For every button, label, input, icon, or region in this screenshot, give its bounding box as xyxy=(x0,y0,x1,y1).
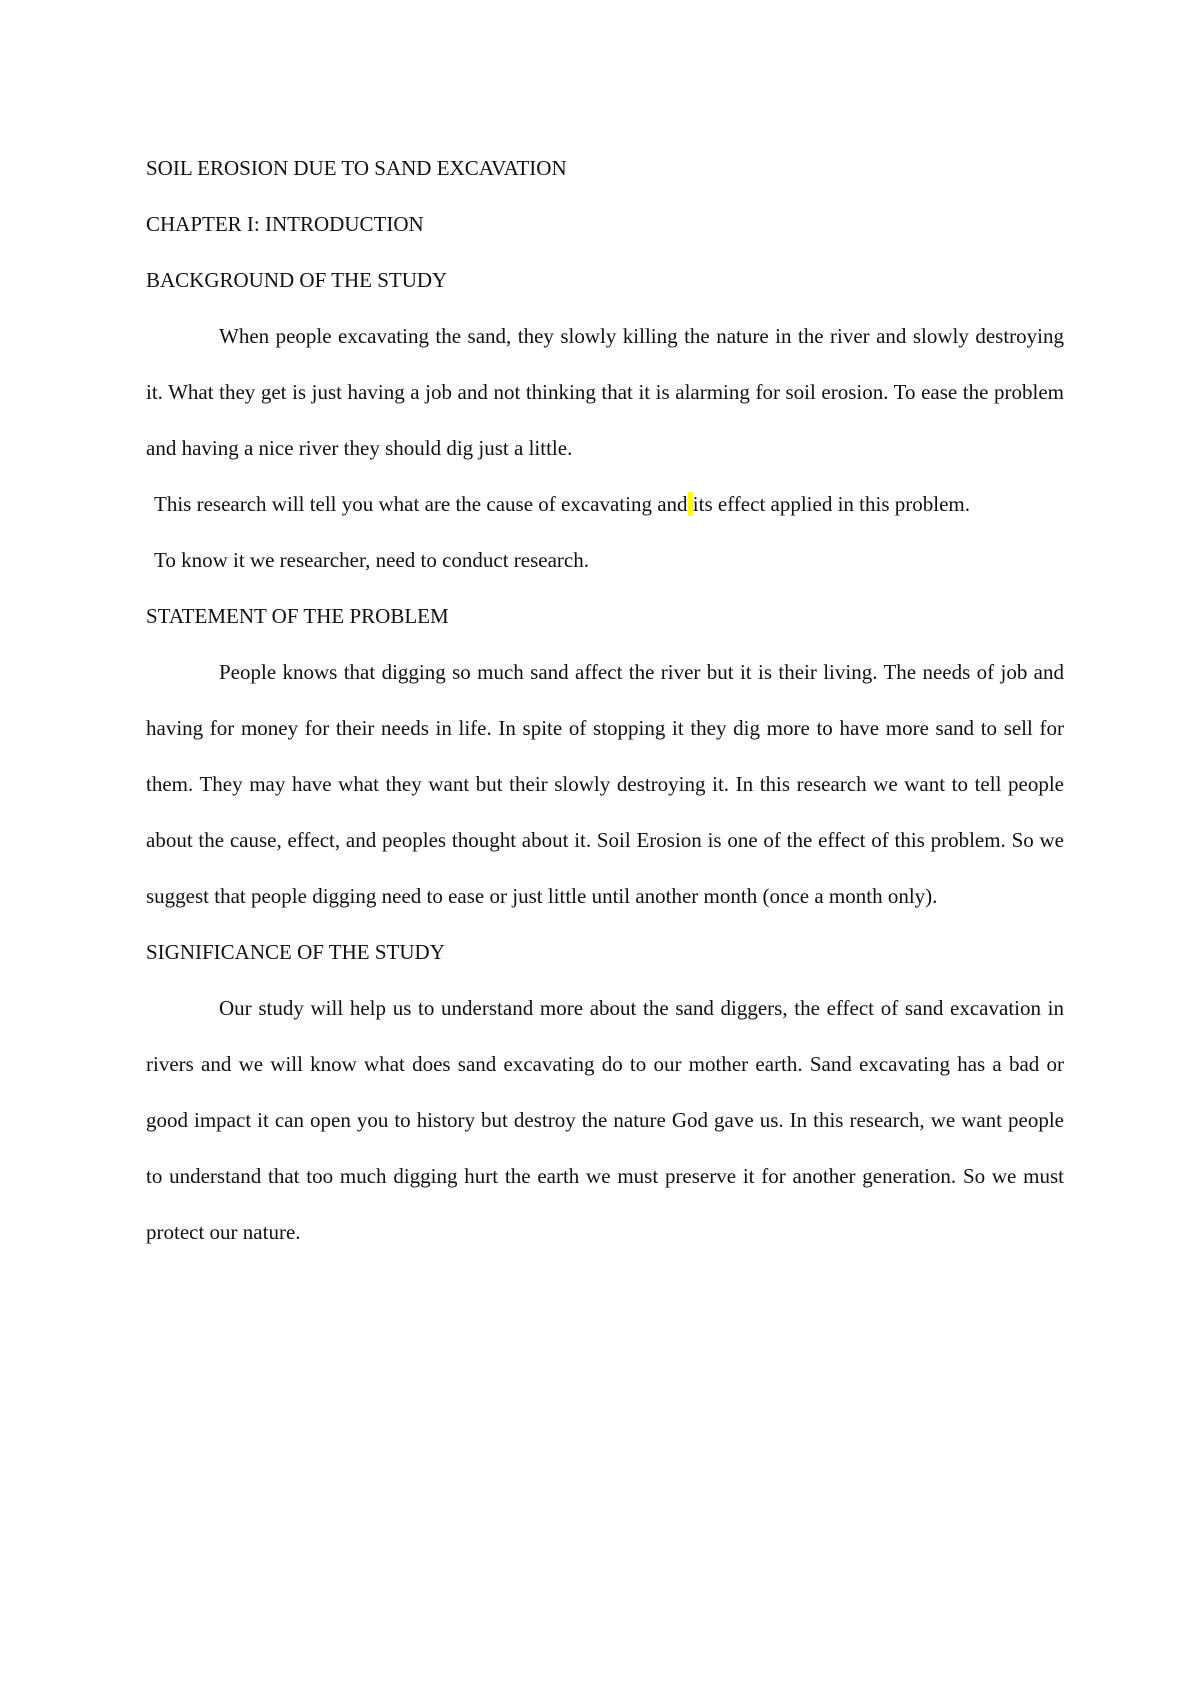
background-paragraph-2-part-1: This research will tell you what are the cause of excavating and xyxy=(154,492,688,516)
background-paragraph-1: When people excavating the sand, they slowly killing the nature in the river and slowly destroying it. What they get is just having a job and not thinking that it is alarming for soil erosion. To ease the problem and having a nice river they should dig just a little. xyxy=(146,324,1064,460)
background-paragraph-2 xyxy=(146,476,1064,532)
background-paragraph-3: To know it we researcher, need to conduct research. xyxy=(154,548,589,572)
statement-paragraph-1: People knows that digging so much sand affect the river but it is their living. The needs of job and having for money for their needs in life. In spite of stopping it they dig more to have more sand to sell for them. They may have what they want but their slowly destroying it. In this research we want to tell people about the cause, effect, and peoples thought about it. Soil Erosion is one of the effect of this problem. So we suggest that people digging need to ease or just little until another month (once a month only). xyxy=(146,660,1064,908)
section-heading-statement: STATEMENT OF THE PROBLEM xyxy=(146,604,449,628)
section-heading-significance: SIGNIFICANCE OF THE STUDY xyxy=(146,940,445,964)
document-body xyxy=(146,140,1064,1260)
significance-paragraph-1: Our study will help us to understand more about the sand diggers, the effect of sand excavation in rivers and we will know what does sand excavating do to our mother earth. Sand excavating has a bad or good impact it can open you to history but destroy the nature God gave us. In this research, we want people to understand that too much digging hurt the earth we must preserve it for another generation. So we must protect our nature. xyxy=(146,996,1064,1244)
background-paragraph-2-part-2: its effect applied in this problem. xyxy=(692,492,970,516)
section-heading-background: BACKGROUND OF THE STUDY xyxy=(146,268,448,292)
document-title: SOIL EROSION DUE TO SAND EXCAVATION xyxy=(146,156,567,180)
chapter-heading: CHAPTER I: INTRODUCTION xyxy=(146,212,424,236)
